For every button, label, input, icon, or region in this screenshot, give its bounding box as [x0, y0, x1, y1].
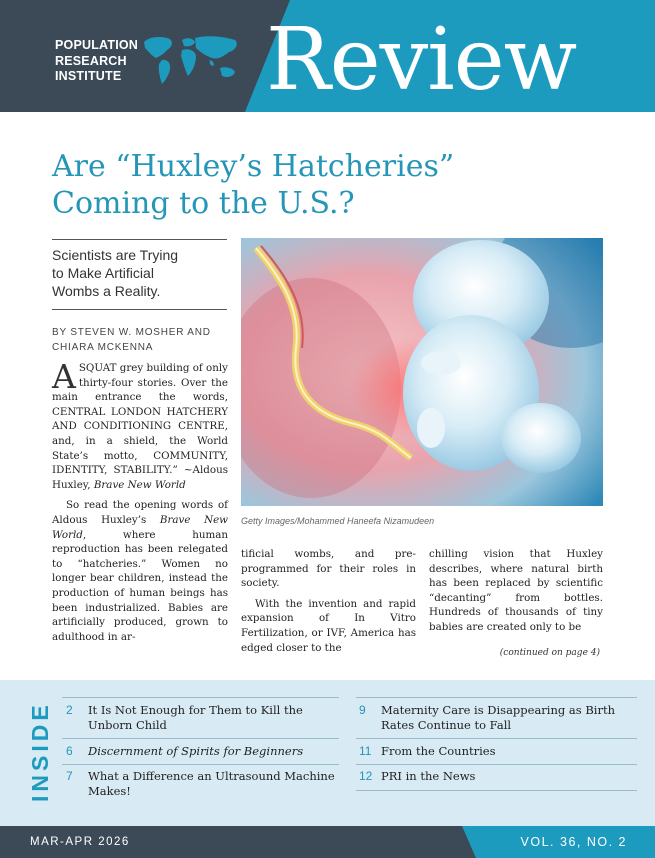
toc-divider: [356, 764, 637, 765]
article-paragraph: tificial wombs, and pre-programmed for their roles in society.: [241, 548, 416, 590]
paragraph-text: SQUAT grey building of only thirty-four stories. Over the main entrance the words, CENTRAL LONDON HATCHERY AND CONDITIONING CENTRE, and, in a shield, the World State’s motto, COMMUNITY, IDENTITY, STABILITY.” ~Aldous Huxley,: [52, 362, 228, 491]
article-column-2: [241, 547, 416, 655]
toc-page-number: 6: [66, 744, 73, 758]
org-name-line: POPULATION: [55, 38, 139, 52]
toc-page-number: 11: [359, 744, 372, 758]
org-name: [55, 38, 138, 85]
paragraph-text: , where human reproduction has been relegated to “hatcheries.” Women no longer bear children, instead the production of human beings has been industrialized. Babies are artificially produced, grown to adulthood in ar-: [52, 528, 228, 643]
toc-item[interactable]: [66, 769, 336, 799]
toc-divider: [62, 738, 339, 739]
article-paragraph: [52, 357, 228, 492]
toc-page-number: 7: [66, 769, 73, 783]
world-map-icon: [140, 34, 245, 86]
toc-divider: [62, 764, 339, 765]
toc-divider: [356, 697, 637, 698]
subtitle-line: Scientists are Trying: [52, 247, 179, 263]
photo-caption: Getty Images/Mohammed Haneefa Nizamudeen: [241, 516, 435, 526]
org-name-line: INSTITUTE: [55, 69, 122, 83]
toc-divider: [356, 738, 637, 739]
masthead-title: Review: [266, 10, 577, 110]
toc-page-number: 9: [359, 703, 366, 717]
toc-item-title: What a Difference an Ultrasound Machine Makes!: [88, 769, 335, 798]
continued-note: (continued on page 4): [499, 648, 600, 658]
toc-page-number: 2: [66, 703, 73, 717]
toc-item[interactable]: [359, 744, 639, 759]
article-column-1: [52, 357, 228, 644]
toc-page-number: 12: [359, 769, 373, 783]
book-title: Brave New World: [52, 513, 228, 541]
toc-item[interactable]: [66, 703, 336, 733]
toc-item-title: Discernment of Spirits for Beginners: [88, 744, 304, 758]
article-column-3: [429, 547, 603, 635]
subtitle-bottom-rule: [52, 309, 227, 310]
inside-label-text: INSIDE: [27, 701, 53, 802]
subtitle-top-rule: [52, 239, 227, 240]
article-paragraph: With the invention and rapid expansion of In Vitro Fertilization, or IVF, America has edged closer to the: [241, 597, 416, 654]
byline: [52, 325, 232, 355]
org-name-line: RESEARCH: [55, 53, 127, 68]
toc-item[interactable]: [359, 703, 639, 733]
toc-item[interactable]: [66, 744, 336, 759]
byline-line: CHIARA MCKENNA: [52, 342, 154, 353]
toc-item-title: Maternity Care is Disappearing as Birth Rates Continue to Fall: [381, 703, 615, 732]
byline-line: BY STEVEN W. MOSHER AND: [52, 327, 211, 338]
embryo-illustration: [241, 238, 603, 506]
article-paragraph: chilling vision that Huxley describes, where natural birth has been replaced by scientific “decanting” from bottles. Hundreds of thousands of tiny babies are created only to be: [429, 548, 603, 633]
subtitle-line: Wombs a Reality.: [52, 283, 161, 299]
article-paragraph: [52, 498, 228, 644]
issue-date: MAR-APR 2026: [30, 836, 130, 848]
book-title: Brave New World: [93, 478, 186, 491]
toc-divider: [62, 697, 339, 698]
inside-label: [25, 694, 55, 804]
paragraph-text: So read the opening words of Aldous Huxley’s: [52, 499, 228, 526]
toc-item-title: It Is Not Enough for Them to Kill the Unborn Child: [88, 703, 303, 732]
subtitle-line: to Make Artificial: [52, 265, 154, 281]
toc-item-title: From the Countries: [381, 744, 496, 758]
article-title-line: Are “Huxley’s Hatcheries”: [52, 149, 455, 184]
toc-divider: [356, 790, 637, 791]
article-subtitle: [52, 246, 230, 300]
drop-cap: A: [52, 357, 76, 396]
toc-item[interactable]: [359, 769, 639, 784]
article-title: [52, 148, 612, 222]
issue-volume: VOL. 36, NO. 2: [520, 835, 627, 849]
article-title-line: Coming to the U.S.?: [52, 186, 355, 221]
toc-item-title: PRI in the News: [381, 769, 476, 783]
article-photo: [241, 238, 603, 506]
